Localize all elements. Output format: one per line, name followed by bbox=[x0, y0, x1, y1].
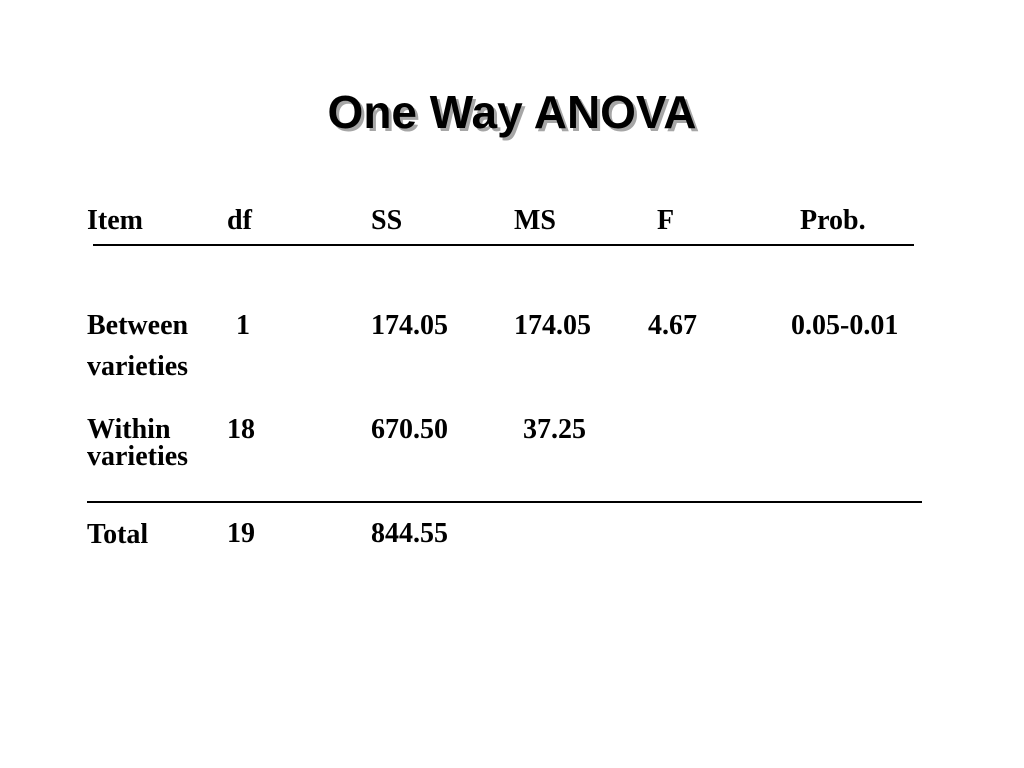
slide-title: One Way ANOVA bbox=[327, 86, 697, 138]
row-between-f: 4.67 bbox=[648, 310, 697, 341]
row-between-ss: 174.05 bbox=[371, 310, 448, 341]
row-total-item: Total bbox=[87, 519, 149, 550]
header-item: Item bbox=[87, 205, 143, 236]
row-within-item-line2: varieties bbox=[87, 441, 189, 472]
row-between-df: 1 bbox=[236, 310, 250, 341]
header-df: df bbox=[227, 205, 252, 236]
row-within-item: Within bbox=[87, 414, 171, 445]
header-prob: Prob. bbox=[800, 205, 866, 236]
row-between-item-line2: varieties bbox=[87, 351, 189, 382]
header-underline bbox=[93, 244, 914, 246]
header-f: F bbox=[657, 205, 675, 236]
row-between-ms: 174.05 bbox=[514, 310, 591, 341]
header-ss: SS bbox=[371, 205, 403, 236]
row-total-ss: 844.55 bbox=[371, 518, 448, 549]
total-separator-rule bbox=[87, 501, 922, 503]
row-total-df: 19 bbox=[227, 518, 255, 549]
header-ms: MS bbox=[514, 205, 556, 236]
row-between-item: Between bbox=[87, 310, 189, 341]
row-within-ms: 37.25 bbox=[523, 414, 586, 445]
row-between-prob: 0.05-0.01 bbox=[791, 310, 899, 341]
row-within-df: 18 bbox=[227, 414, 255, 445]
row-within-ss: 670.50 bbox=[371, 414, 448, 445]
